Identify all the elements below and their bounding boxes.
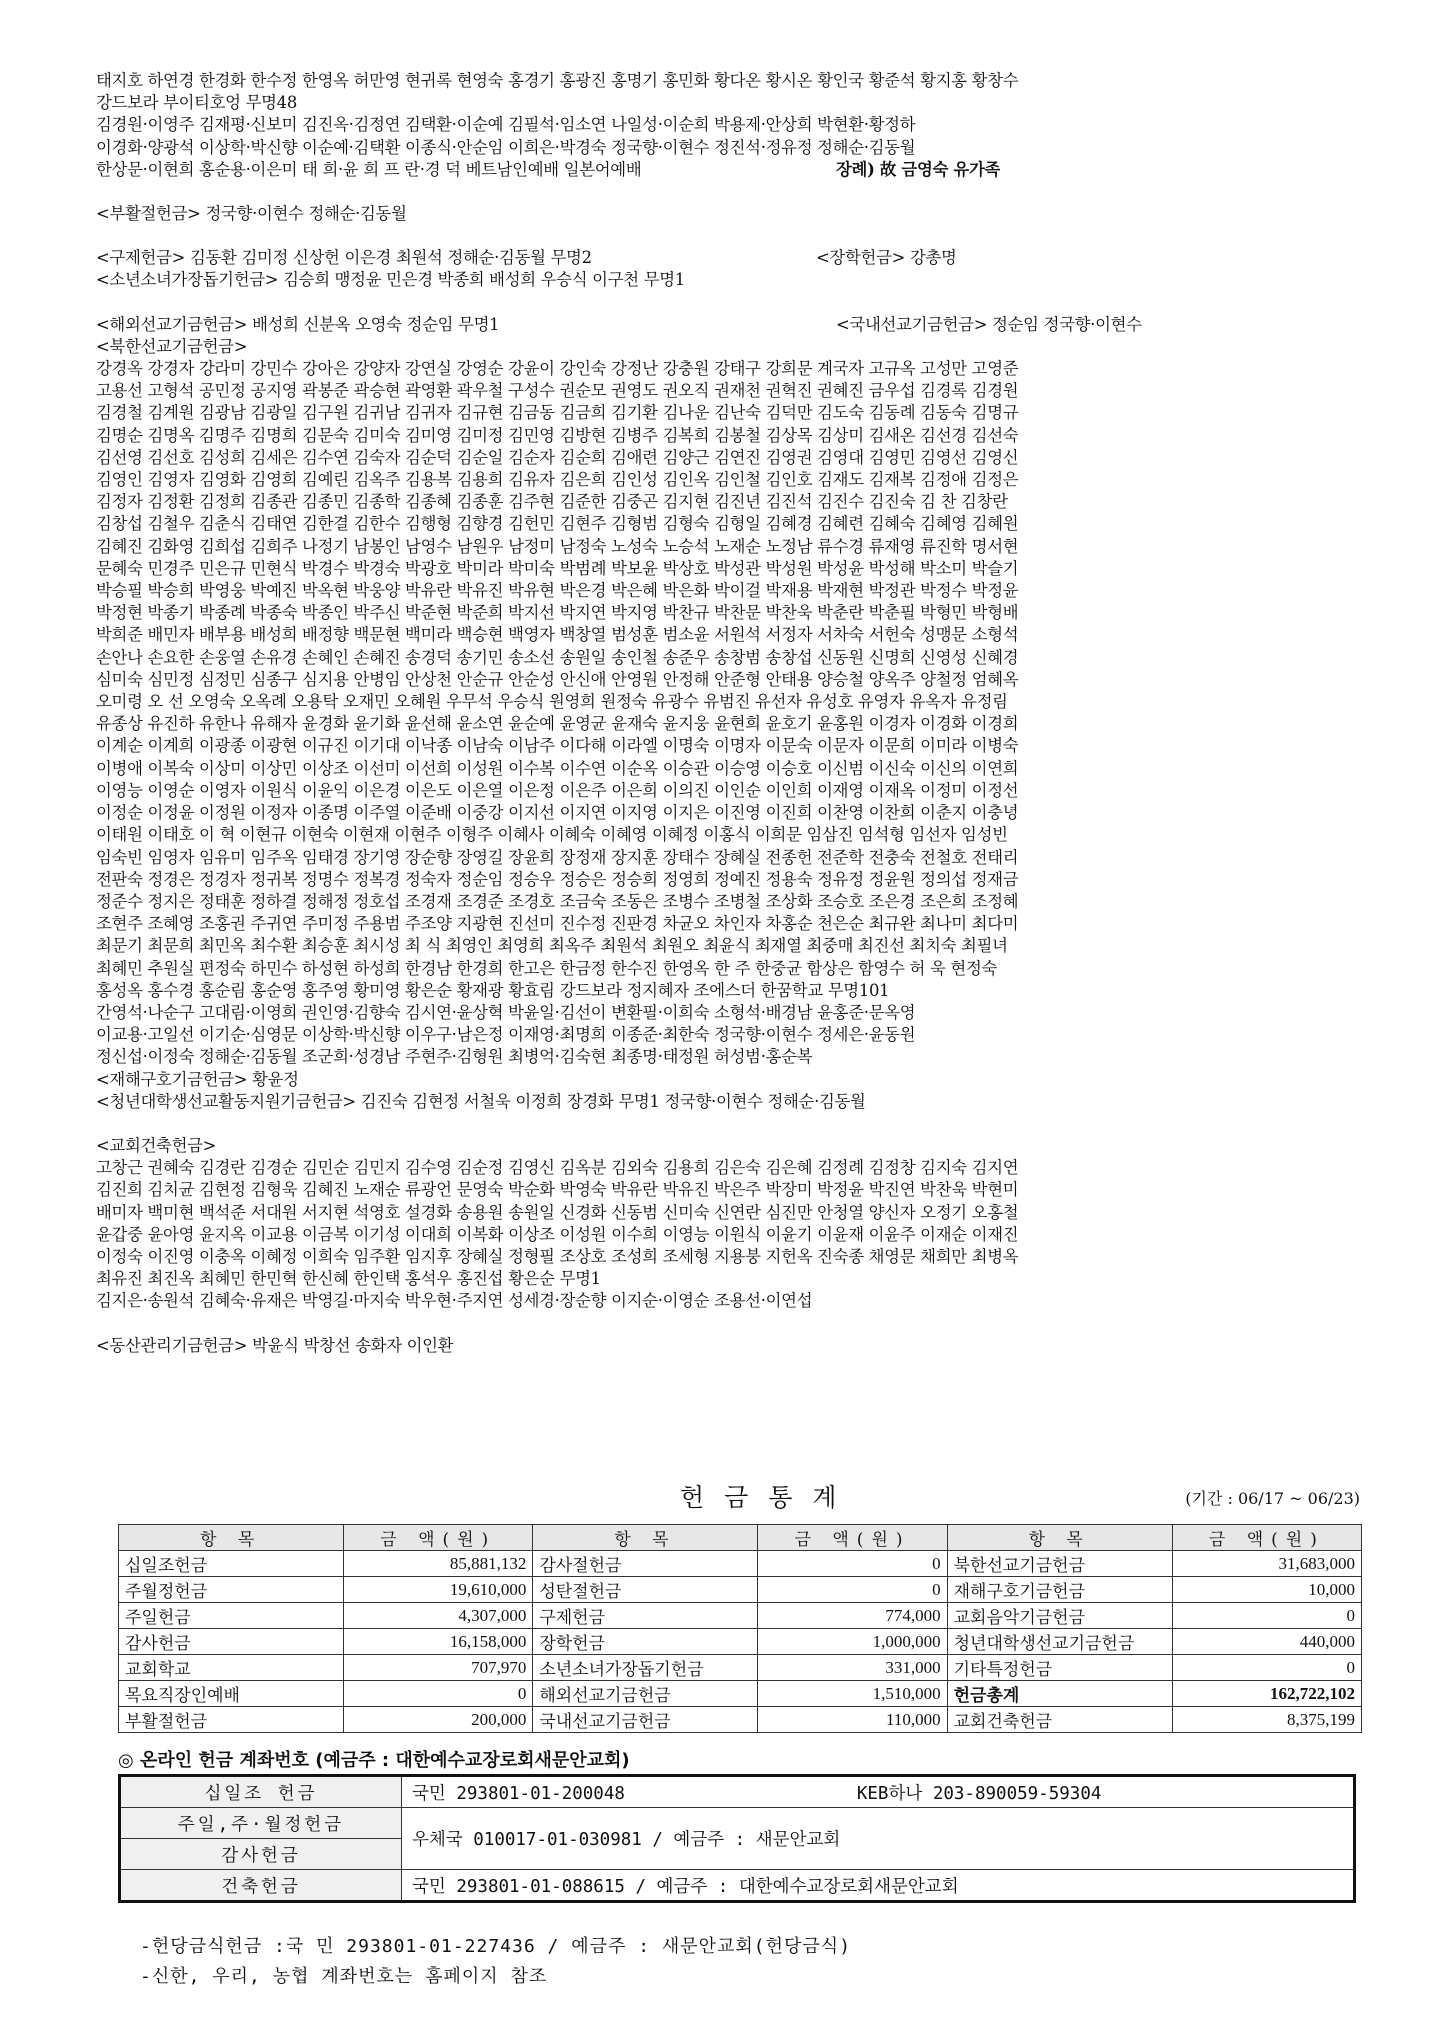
donor-line: 간영석·나순구 고대림·이영희 권인영·김향숙 김시연·윤상혁 박윤일·김선이 변환필·이희숙 소형석·배경남 윤홍준·문옥영 xyxy=(96,1002,916,1022)
disaster-relief-offering xyxy=(96,1069,1366,1091)
account-number: 국민 293801-01-088615 / 예금주 : 대한예수교장로회새문안교회 xyxy=(402,1870,1355,1902)
donor-line: 이계순 이계희 이광종 이광현 이규진 이기대 이낙종 이남숙 이남주 이다해 이라엘 이명숙 이명자 이문숙 이문자 이문희 이미라 이병숙 xyxy=(96,736,1019,756)
donor-line: 김정자 김정환 김정희 김종관 김종민 김종학 김종혜 김종훈 김주현 김준한 김중곤 김지현 김진년 김진석 김진수 김진숙 김 찬 김창란 xyxy=(96,492,1008,512)
stats-amount: 1,510,000 xyxy=(758,1681,947,1707)
donor-line: 김혜진 김화영 김희섭 김희주 나정기 남봉인 남영수 남원우 남정미 남정숙 노성숙 노승석 노재순 노정남 류수경 류재영 류진학 명서현 xyxy=(96,536,1019,556)
stats-amount: 200,000 xyxy=(344,1707,533,1733)
stats-amount: 1,000,000 xyxy=(758,1629,947,1655)
stats-period: (기간 : 06/17 ~ 06/23) xyxy=(1185,1489,1360,1508)
movable-asset-offering xyxy=(96,1335,1366,1357)
relief-offering xyxy=(96,247,816,269)
donor-line: 문혜숙 민경주 민은규 민현식 박경수 박경숙 박광호 박미라 박미숙 박범례 박보윤 박상호 박성관 박성원 박성윤 박성해 박소미 박슬기 xyxy=(96,558,1019,578)
donor-line: 윤갑중 윤아영 윤지옥 이교용 이금복 이기성 이대희 이복화 이상조 이성원 이수희 이영능 이원식 이윤기 이윤재 이윤주 이재순 이재진 xyxy=(96,1224,1019,1244)
stats-amount: 0 xyxy=(758,1577,947,1603)
stats-amount: 162,722,102 xyxy=(1172,1681,1361,1707)
stats-item: 십일조헌금 xyxy=(119,1551,344,1577)
stats-amount: 19,610,000 xyxy=(344,1577,533,1603)
section-names: 김승희 맹정윤 민은경 박종희 배성희 우승식 이구천 무명1 xyxy=(283,270,685,290)
youth-mission-offering xyxy=(96,1091,1366,1113)
section-names: 정순임 정국향·이현수 xyxy=(992,314,1142,334)
donor-line: 김지은·송원석 김혜숙·유재은 박영길·마지숙 박우현·주지연 성세경·장순향 이지순·이영순 조용선·이연섭 xyxy=(96,1291,813,1311)
section-label: <장학헌금> xyxy=(816,248,906,268)
donor-line: 홍성옥 홍수경 홍순림 홍순영 홍주영 황미영 황은순 황재광 황효림 강드보라 정지혜자 조에스더 한꿈학교 무명101 xyxy=(96,980,890,1000)
donor-line: 조현주 조혜영 조홍권 주귀연 주미정 주용범 주조양 지광현 진선미 진수정 진판경 차균오 차인자 차홍순 천은순 최규완 최나미 최다미 xyxy=(96,914,1019,934)
stats-title: 헌 금 통 계 xyxy=(680,1483,843,1512)
stats-item: 국내선교기금헌금 xyxy=(533,1707,758,1733)
donor-line: 김명순 김명옥 김명주 김명희 김문숙 김미숙 김미영 김미정 김민영 김방현 김병주 김복희 김봉철 김상목 김상미 김새온 김선경 김선숙 xyxy=(96,425,1019,445)
account-number: 국민 293801-01-200048 xyxy=(402,1776,847,1808)
column-header: 항 목 xyxy=(533,1525,758,1551)
stats-item: 주월정헌금 xyxy=(119,1577,344,1603)
account-row xyxy=(120,1776,1355,1808)
donor-line: 고창근 권혜숙 김경란 김경순 김민순 김민지 김수영 김순정 김영신 김옥분 김외숙 김용희 김은숙 김은혜 김정례 김정창 김지숙 김지연 xyxy=(96,1158,1019,1178)
youth-head-offering xyxy=(96,269,1366,291)
stats-amount: 10,000 xyxy=(1172,1577,1361,1603)
account-row xyxy=(120,1870,1355,1902)
donor-line: 오미령 오 선 오영숙 오옥례 오용탁 오재민 오혜원 우무석 우승식 원영희 원정숙 유광수 유범진 유선자 유성호 유영자 유옥자 유정림 xyxy=(96,692,1008,712)
domestic-mission-offering xyxy=(836,314,1142,336)
stats-item: 성탄절헌금 xyxy=(533,1577,758,1603)
section-label: <해외선교기금헌금> xyxy=(96,314,248,334)
fasting-offering-account: -헌당금식헌금 :국 민 293801-01-227436 / 예금주 : 새문안교회(헌당금식) xyxy=(140,1936,852,1957)
stats-amount: 8,375,199 xyxy=(1172,1707,1361,1733)
account-type: 건축헌금 xyxy=(120,1870,402,1902)
donor-line: 이정숙 이진영 이충옥 이혜정 이희숙 임주환 임지후 장혜실 정형필 조상호 조성희 조세형 지용붕 지헌옥 진숙종 채영문 채희만 최병옥 xyxy=(96,1246,1019,1266)
north-korea-mission-names xyxy=(96,358,1366,1069)
account-type: 십일조 헌금 xyxy=(120,1776,402,1808)
section-label: <국내선교기금헌금> xyxy=(836,314,988,334)
stats-item: 장학헌금 xyxy=(533,1629,758,1655)
column-header: 항 목 xyxy=(119,1525,344,1551)
stats-row xyxy=(119,1655,1362,1681)
stats-item: 교회건축헌금 xyxy=(947,1707,1172,1733)
donor-line: 이태원 이태호 이 혁 이현규 이현숙 이현재 이현주 이형주 이혜사 이혜숙 이혜영 이혜정 이홍식 이희문 임삼진 임석형 임선자 임성빈 xyxy=(96,825,1008,845)
stats-amount: 0 xyxy=(1172,1603,1361,1629)
donor-line: 고용선 고형석 공민정 공지영 곽봉준 곽승현 곽영환 곽우철 구성수 권순모 권영도 권오직 권재천 권혁진 권혜진 금우섭 김경록 김경원 xyxy=(96,381,1019,401)
stats-item: 교회학교 xyxy=(119,1655,344,1681)
stats-item: 목요직장인예배 xyxy=(119,1681,344,1707)
stats-amount: 85,881,132 xyxy=(344,1551,533,1577)
stats-item: 재해구호기금헌금 xyxy=(947,1577,1172,1603)
offering-list xyxy=(96,70,1366,1357)
donor-line: 최문기 최문희 최민옥 최수환 최승훈 최시성 최 식 최영인 최영희 최옥주 최원석 최원오 최윤식 최재열 최중매 최진선 최치숙 최필녀 xyxy=(96,936,1008,956)
building-offering-label: <교회건축헌금> xyxy=(96,1135,217,1155)
overseas-mission-offering xyxy=(96,314,836,336)
stats-item: 기타특정헌금 xyxy=(947,1655,1172,1681)
donor-line: 유종상 유진하 유한나 유해자 윤경화 윤기화 윤선해 윤소연 윤순예 윤영균 윤재숙 윤지웅 윤현희 윤호기 윤홍원 이경자 이경화 이경희 xyxy=(96,714,1019,734)
stats-item: 교회음악기금헌금 xyxy=(947,1603,1172,1629)
stats-amount: 4,307,000 xyxy=(344,1603,533,1629)
account-type: 주일,주·월정헌금 xyxy=(120,1808,402,1839)
donor-line: 이교용·고일선 이기순·심영문 이상학·박신향 이우구·남은정 이재영·최명희 이종준·최한숙 정국향·이현수 정세은·윤동원 xyxy=(96,1025,916,1045)
section-names: 박윤식 박창선 송화자 이인환 xyxy=(252,1335,454,1355)
donor-line: 김경철 김계원 김광남 김광일 김구원 김귀남 김귀자 김규현 김금동 김금희 김기환 김나운 김난숙 김덕만 김도숙 김동례 김동숙 김명규 xyxy=(96,403,1019,423)
column-header: 금 액(원) xyxy=(344,1525,533,1551)
mission-row xyxy=(96,314,1366,336)
donor-line: 정준수 정지은 정태훈 정하결 정해정 정호섭 조경재 조경준 조경호 조금숙 조동은 조병수 조병철 조상화 조승호 조은경 조은희 조정혜 xyxy=(96,891,1019,911)
stats-item: 감사헌금 xyxy=(119,1629,344,1655)
donor-line: 이정순 이정윤 이정원 이정자 이종명 이주열 이준배 이중강 이지선 이지연 이지영 이지은 이진영 이진희 이찬영 이찬희 이춘지 이충녕 xyxy=(96,803,1019,823)
stats-item: 구제헌금 xyxy=(533,1603,758,1629)
column-header: 항 목 xyxy=(947,1525,1172,1551)
donor-line: 이경화·양광석 이상학·박신향 이순예·김택환 이종식·안순임 이희은·박경숙 정국향·이현수 정진석·정유정 정해순·김동월 xyxy=(96,137,916,157)
donor-line: 최유진 최진옥 최혜민 한민혁 한신혜 한인택 홍석우 홍진섭 황은순 무명1 xyxy=(96,1269,601,1289)
stats-amount: 0 xyxy=(1172,1655,1361,1681)
online-accounts-table xyxy=(118,1774,1356,1903)
stats-row xyxy=(119,1603,1362,1629)
section-label: <청년대학생선교활동지원기금헌금> xyxy=(96,1091,356,1111)
section-label: <부활절헌금> xyxy=(96,204,201,224)
donor-line: 박희준 배민자 배부용 배성희 배정향 백문현 백미라 백승현 백영자 백창열 범성훈 범소윤 서원석 서정자 서차숙 서헌숙 성맹문 소형석 xyxy=(96,625,1019,645)
donor-last-line xyxy=(96,159,1366,181)
stats-amount: 31,683,000 xyxy=(1172,1551,1361,1577)
north-korea-mission-label: <북한선교기금헌금> xyxy=(96,336,248,356)
section-names: 황윤정 xyxy=(252,1069,299,1089)
stats-row xyxy=(119,1577,1362,1603)
funeral-note: 장례) 故 금영숙 유가족 xyxy=(836,159,1001,179)
section-names: 배성희 신분옥 오영숙 정순임 무명1 xyxy=(252,314,500,334)
donor-line: 정신섭·이정숙 정해순·김동월 조군희·성경남 주현주·김형원 최병억·김숙현 최종명·태정원 허성범·홍순복 xyxy=(96,1047,813,1067)
column-header: 금 액(원) xyxy=(758,1525,947,1551)
donor-line: 이영능 이영순 이영자 이원식 이윤익 이은경 이은도 이은열 이은정 이은주 이은희 이의진 이인순 이인희 이재영 이재옥 이정미 이정선 xyxy=(96,780,1019,800)
section-label: <재해구호기금헌금> xyxy=(96,1069,248,1089)
stats-item: 헌금총계 xyxy=(947,1681,1172,1707)
scholarship-offering xyxy=(816,247,957,269)
stats-amount: 0 xyxy=(758,1551,947,1577)
section-label: <동산관리기금헌금> xyxy=(96,1335,248,1355)
account-number-alt: KEB하나 203-890059-59304 xyxy=(847,1776,1355,1808)
donor-line: 이병애 이복숙 이상미 이상민 이상조 이선미 이선희 이성원 이수복 이수연 이순옥 이승관 이승영 이승호 이신범 이신숙 이신의 이연희 xyxy=(96,758,1019,778)
relief-scholarship-row xyxy=(96,247,1366,269)
donor-line: 김창섭 김철우 김춘식 김태연 김한결 김한수 김행형 김향경 김헌민 김현주 김형범 김형숙 김형일 김혜경 김혜련 김혜숙 김혜영 김혜원 xyxy=(96,514,1019,534)
donor-last-line-left: 한상문·이현희 홍순용·이은미 태 희·윤 희 프 란·경 덕 베트남인예배 일본어예배 xyxy=(96,159,642,179)
stats-amount: 774,000 xyxy=(758,1603,947,1629)
section-label: <소년소녀가장돕기헌금> xyxy=(96,270,279,290)
section-names: 김진숙 김현정 서철욱 이정희 장경화 무명1 정국향·이현수 정해순·김동월 xyxy=(360,1091,866,1111)
column-header: 금 액(원) xyxy=(1172,1525,1361,1551)
stats-amount: 707,970 xyxy=(344,1655,533,1681)
donor-line: 박승필 박승희 박영웅 박예진 박옥현 박웅양 박유란 박유진 박유현 박은경 박은혜 박은화 박이걸 박재용 박재현 박정관 박정수 박정윤 xyxy=(96,581,1019,601)
offering-stats-table xyxy=(118,1524,1362,1733)
donor-line: 심미숙 심민정 심정민 심종구 심지용 안병임 안상천 안순규 안순성 안신애 안영원 안정해 안준형 안태용 양승철 양옥주 양철정 엄혜옥 xyxy=(96,669,1019,689)
stats-amount: 0 xyxy=(344,1681,533,1707)
stats-header-row xyxy=(119,1525,1362,1551)
stats-item: 소년소녀가장돕기헌금 xyxy=(533,1655,758,1681)
stats-amount: 331,000 xyxy=(758,1655,947,1681)
donor-line: 태지호 하연경 한경화 한수정 한영옥 허만영 현귀록 현영숙 홍경기 홍광진 홍명기 홍민화 황다온 황시온 황인국 황준석 황지홍 황창수 xyxy=(96,71,1019,90)
donor-line: 박정현 박종기 박종례 박종숙 박종인 박주신 박준현 박준희 박지선 박지연 박지영 박찬규 박찬문 박찬욱 박춘란 박춘필 박형민 박형배 xyxy=(96,603,1019,623)
account-number: 우체국 010017-01-030981 / 예금주 : 새문안교회 xyxy=(402,1808,1355,1870)
resurrection-offering xyxy=(96,203,1366,225)
stats-amount: 110,000 xyxy=(758,1707,947,1733)
stats-amount: 440,000 xyxy=(1172,1629,1361,1655)
section-names: 강총명 xyxy=(909,248,957,268)
stats-header xyxy=(120,1478,1360,1518)
stats-item: 부활절헌금 xyxy=(119,1707,344,1733)
donor-line: 김경원·이영주 김재평·신보미 김진옥·김정연 김택환·이순예 김필석·임소연 나일성·이순희 박용제·안상희 박현환·황정하 xyxy=(96,115,916,135)
donor-line: 임숙빈 임영자 임유미 임주옥 임태경 장기영 장순향 장영길 장윤희 장정재 장지훈 장태수 장혜실 전종헌 전준학 전충숙 전철호 전태리 xyxy=(96,847,1019,867)
account-row xyxy=(120,1808,1355,1839)
section-label: <구제헌금> xyxy=(96,248,186,268)
stats-item: 주일헌금 xyxy=(119,1603,344,1629)
building-offering-names xyxy=(96,1157,1366,1312)
stats-row xyxy=(119,1551,1362,1577)
donor-line: 전판숙 정경은 정경자 정귀복 정명수 정복경 정숙자 정순임 정승우 정승은 정승희 정영희 정예진 정용숙 정유정 정윤원 정의섭 정재금 xyxy=(96,869,1019,889)
online-accounts-title: ◎ 온라인 헌금 계좌번호 (예금주 : 대한예수교장로회새문안교회) xyxy=(118,1750,630,1771)
donor-name-block xyxy=(96,70,1366,159)
donor-line: 배미자 백미현 백석준 서대원 서지현 석영호 설경화 송용원 송원일 신경화 신동범 신미숙 신연란 심진만 안청열 양신자 오정기 오홍철 xyxy=(96,1202,1019,1222)
stats-item: 북한선교기금헌금 xyxy=(947,1551,1172,1577)
other-banks-note: -신한, 우리, 농협 계좌번호는 홈페이지 참조 xyxy=(140,1966,548,1987)
donor-line: 김진희 김치균 김현정 김형욱 김혜진 노재순 류광언 문영숙 박순화 박영숙 박유란 박유진 박은주 박장미 박정윤 박진연 박찬욱 박현미 xyxy=(96,1180,1019,1200)
stats-row xyxy=(119,1681,1362,1707)
donor-line: 김선영 김선호 김성희 김세은 김수연 김숙자 김순덕 김순일 김순자 김순희 김애련 김양근 김연진 김영권 김영대 김영민 김영선 김영신 xyxy=(96,447,1019,467)
donor-line: 손안나 손요한 손웅열 손유경 손혜인 손혜진 송경덕 송기민 송소선 송원일 송인철 송준우 송창범 송창섭 신동원 신명희 신영성 신혜경 xyxy=(96,647,1019,667)
stats-amount: 16,158,000 xyxy=(344,1629,533,1655)
donor-line: 김영인 김영자 김영화 김영희 김예린 김옥주 김용복 김용희 김유자 김은희 김인성 김인옥 김인철 김인호 김재도 김재복 김정애 김정은 xyxy=(96,470,1019,490)
donor-line: 강경옥 강경자 강라미 강민수 강아은 강양자 강연실 강영순 강윤이 강인숙 강정난 강충원 강태구 강희문 계국자 고규옥 고성만 고영준 xyxy=(96,359,1019,379)
stats-item: 감사절헌금 xyxy=(533,1551,758,1577)
account-type: 감사헌금 xyxy=(120,1839,402,1870)
donor-line: 최혜민 추원실 편정숙 하민수 하성현 하성희 한경남 한경희 한고은 한금정 한수진 한영옥 한 주 한중균 함상은 함영수 허 욱 현정숙 xyxy=(96,958,998,978)
section-names: 김동환 김미정 신상헌 이은경 최원석 정해순·김동월 무명2 xyxy=(189,248,592,268)
donor-line: 강드보라 부이티호엉 무명48 xyxy=(96,93,297,113)
stats-item: 청년대학생선교기금헌금 xyxy=(947,1629,1172,1655)
stats-row xyxy=(119,1707,1362,1733)
section-names: 정국향·이현수 정해순·김동월 xyxy=(205,204,407,224)
stats-row xyxy=(119,1629,1362,1655)
stats-item: 해외선교기금헌금 xyxy=(533,1681,758,1707)
